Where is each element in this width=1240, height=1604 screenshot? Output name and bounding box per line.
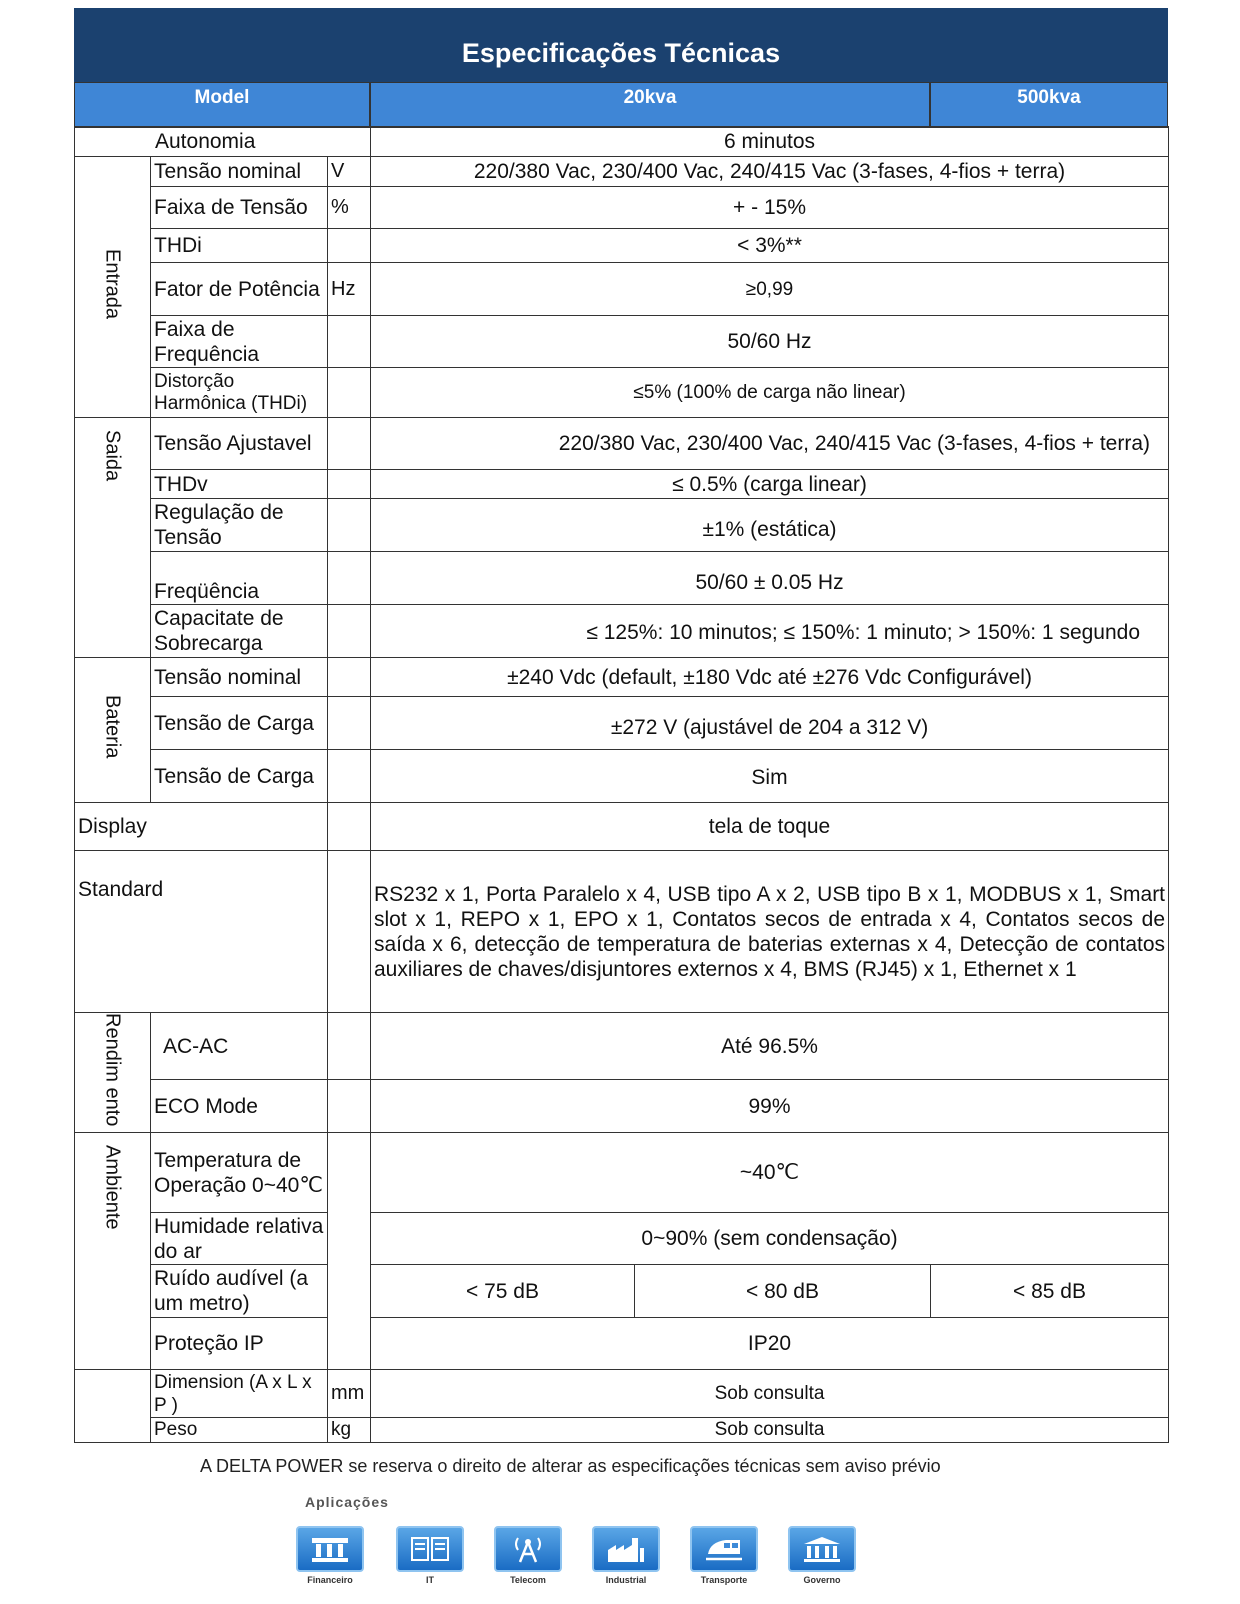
noise-value-3: < 85 dB	[931, 1265, 1169, 1318]
table-row	[75, 187, 1169, 229]
row-value: 220/380 Vac, 230/400 Vac, 240/415 Vac (3-fases, 4-fios + terra)	[371, 418, 1169, 470]
row-label: THDi	[151, 229, 328, 263]
autonomia-label: Autonomia	[75, 127, 371, 157]
antenna-icon	[494, 1526, 562, 1572]
table-row	[75, 750, 1169, 803]
category-ambiente: Ambiente	[75, 1133, 151, 1370]
server-icon	[396, 1526, 464, 1572]
row-label: Capacitate de Sobrecarga	[151, 605, 328, 658]
application-label: Financeiro	[307, 1575, 353, 1585]
application-label: Governo	[803, 1575, 841, 1585]
table-row	[75, 1418, 1169, 1443]
row-label: Tensão de Carga	[151, 750, 328, 803]
table-row	[75, 1318, 1169, 1370]
application-label: Transporte	[700, 1575, 748, 1585]
row-value: 50/60 ± 0.05 Hz	[371, 552, 1169, 605]
table-row	[75, 157, 1169, 187]
row-value: Sob consulta	[371, 1418, 1169, 1443]
table-row	[75, 697, 1169, 750]
row-value: ≤5% (100% de carga não linear)	[371, 368, 1169, 418]
row-label: ECO Mode	[151, 1080, 328, 1133]
noise-value-2: < 80 dB	[635, 1265, 931, 1318]
row-label: Tensão nominal	[151, 157, 328, 187]
row-unit: %	[328, 187, 371, 229]
bank-icon	[296, 1526, 364, 1572]
table-row	[75, 1213, 1169, 1265]
table-row	[75, 418, 1169, 470]
row-label: Humidade relativa do ar	[151, 1213, 328, 1265]
page-title: Especificações Técnicas	[74, 8, 1168, 82]
table-row	[75, 127, 1169, 157]
table-row	[75, 368, 1169, 418]
table-row	[75, 658, 1169, 697]
row-label: Dimension (A x L x P )	[151, 1370, 328, 1418]
application-it	[396, 1526, 464, 1585]
row-value: ±1% (estática)	[371, 499, 1169, 552]
application-telecom	[494, 1526, 562, 1585]
applications-title: Aplicações	[305, 1494, 389, 1510]
row-label: Tensão Ajustavel	[151, 418, 328, 470]
display-label: Display	[75, 803, 328, 851]
row-value: 220/380 Vac, 230/400 Vac, 240/415 Vac (3-fases, 4-fios + terra)	[371, 157, 1169, 187]
table-row	[75, 316, 1169, 368]
application-governo	[788, 1526, 856, 1585]
factory-icon	[592, 1526, 660, 1572]
table-row	[75, 229, 1169, 263]
row-value: 99%	[371, 1080, 1169, 1133]
header-20kva: 20kva	[370, 82, 930, 128]
table-row	[75, 851, 1169, 1013]
header-model: Model	[74, 82, 370, 128]
display-value: tela de toque	[371, 803, 1169, 851]
table-row	[75, 263, 1169, 316]
row-unit: V	[328, 157, 371, 187]
train-icon	[690, 1526, 758, 1572]
row-label: Regulação de Tensão	[151, 499, 328, 552]
application-industrial	[592, 1526, 660, 1585]
government-building-icon	[788, 1526, 856, 1572]
table-row	[75, 470, 1169, 499]
spec-table	[74, 126, 1169, 1443]
row-value: ~40℃	[371, 1133, 1169, 1213]
row-label: Temperatura de Operação 0~40℃	[151, 1133, 328, 1213]
table-row	[75, 1013, 1169, 1080]
category-bateria: Bateria	[75, 658, 151, 803]
row-label: Freqüência	[151, 552, 328, 605]
category-rendimento: Rendim ento	[75, 1013, 151, 1133]
row-unit: kg	[328, 1418, 371, 1443]
header-500kva: 500kva	[930, 82, 1168, 128]
noise-value-1: < 75 dB	[371, 1265, 635, 1318]
table-row	[75, 499, 1169, 552]
application-label: Industrial	[605, 1575, 647, 1585]
row-value: ≥0,99	[371, 263, 1169, 316]
row-unit: mm	[328, 1370, 371, 1418]
category-saida: Saida	[75, 418, 151, 658]
row-value: Sob consulta	[371, 1370, 1169, 1418]
application-label: IT	[426, 1575, 434, 1585]
autonomia-value: 6 minutos	[371, 127, 1169, 157]
row-label: Proteção IP	[151, 1318, 328, 1370]
row-value: 50/60 Hz	[371, 316, 1169, 368]
row-value: ±240 Vdc (default, ±180 Vdc até ±276 Vdc Configurável)	[371, 658, 1169, 697]
table-row	[75, 1080, 1169, 1133]
row-value: Sim	[371, 750, 1169, 803]
row-label: Faixa de Frequência	[151, 316, 328, 368]
table-row	[75, 803, 1169, 851]
row-label: Tensão nominal	[151, 658, 328, 697]
row-label: AC-AC	[151, 1013, 328, 1080]
row-value: Até 96.5%	[371, 1013, 1169, 1080]
row-label: Ruído audível (a um metro)	[151, 1265, 328, 1318]
row-value: ≤ 0.5% (carga linear)	[371, 470, 1169, 499]
row-value: ±272 V (ajustável de 204 a 312 V)	[371, 697, 1169, 750]
table-row	[75, 1370, 1169, 1418]
row-label: THDv	[151, 470, 328, 499]
row-unit: Hz	[328, 263, 371, 316]
disclaimer-note: A DELTA POWER se reserva o direito de alterar as especificações técnicas sem aviso prévio	[200, 1456, 941, 1476]
row-label: Peso	[151, 1418, 328, 1443]
table-row	[75, 1265, 1169, 1318]
row-label: Fator de Potência	[151, 263, 328, 316]
table-row	[75, 1133, 1169, 1213]
category-entrada: Entrada	[75, 157, 151, 418]
table-row	[75, 552, 1169, 605]
row-label: Distorção Harmônica (THDi)	[151, 368, 328, 418]
row-value: < 3%**	[371, 229, 1169, 263]
application-financeiro	[296, 1526, 364, 1585]
standard-label: Standard	[75, 851, 328, 1013]
row-label: Faixa de Tensão	[151, 187, 328, 229]
table-row	[75, 605, 1169, 658]
row-value: + - 15%	[371, 187, 1169, 229]
application-label: Telecom	[510, 1575, 546, 1585]
row-value: 0~90% (sem condensação)	[371, 1213, 1169, 1265]
row-value: ≤ 125%: 10 minutos; ≤ 150%: 1 minuto; > 150%: 1 segundo	[371, 605, 1169, 658]
application-transporte	[690, 1526, 758, 1585]
standard-value: RS232 x 1, Porta Paralelo x 4, USB tipo A x 2, USB tipo B x 1, MODBUS x 1, Smart slot x 1, REPO x 1, EPO x 1, Contatos secos de entrada x 4, Contatos secos de saída x 6, detecção de temperatura de baterias externas x 4, Detecção de contatos auxiliares de chaves/disjuntores externos x 4, BMS (RJ45) x 1, Ethernet x 1	[371, 851, 1169, 1013]
row-value: IP20	[371, 1318, 1169, 1370]
row-label: Tensão de Carga	[151, 697, 328, 750]
